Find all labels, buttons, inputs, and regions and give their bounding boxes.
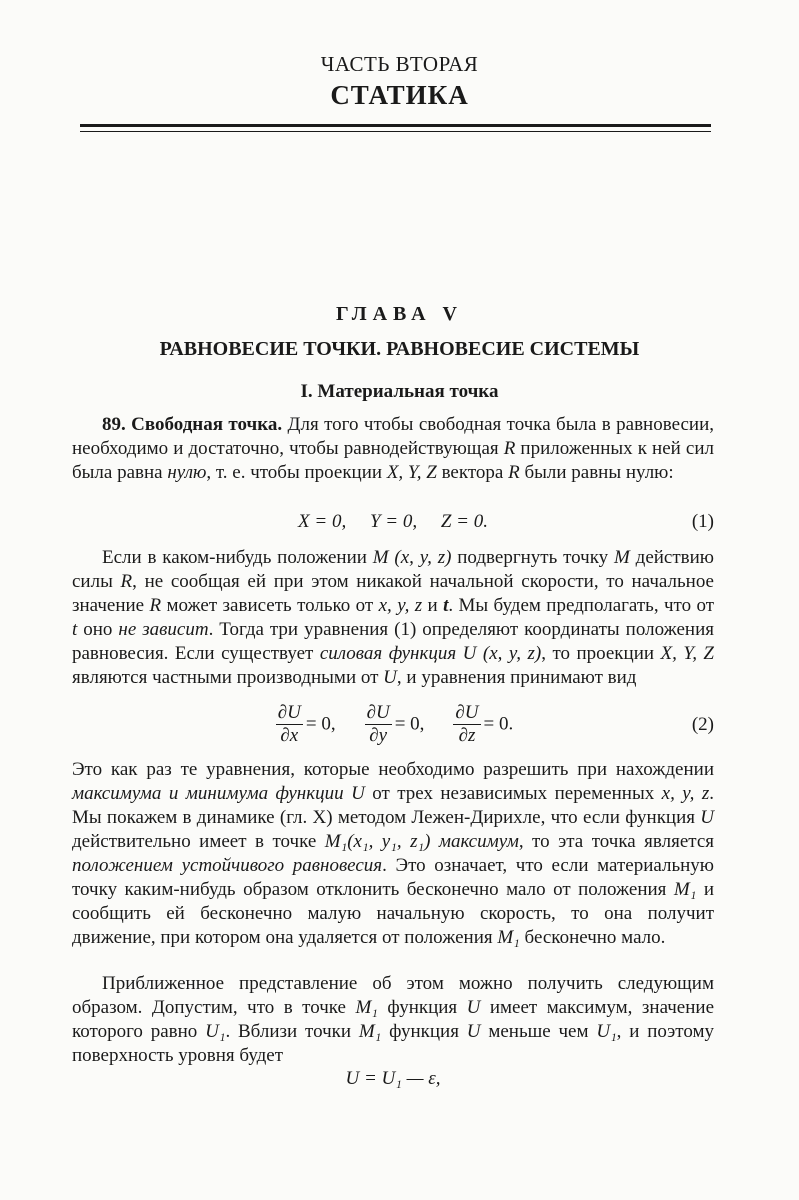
- emphasis-maxmin: максимума и минимума функции: [72, 783, 344, 804]
- symbol-R: R: [120, 571, 133, 592]
- text-run: функция: [377, 997, 467, 1018]
- fraction-numerator: ∂U: [366, 702, 390, 723]
- fraction-denominator: ∂z: [458, 725, 476, 746]
- text-run: . Вблизи точки: [225, 1021, 359, 1042]
- text-run: , т. е. чтобы проекции: [206, 462, 387, 483]
- symbol-M1: M₁: [497, 927, 520, 948]
- fraction-denominator: ∂y: [369, 725, 388, 746]
- fraction-numerator: ∂U: [455, 702, 479, 723]
- partial-derivative-y: [365, 702, 392, 747]
- equation-1-body: X = 0, Y = 0, Z = 0.: [298, 511, 488, 532]
- equals-zero-end: = 0.: [483, 713, 514, 735]
- emphasis-force-function: силовая функция: [319, 643, 457, 664]
- symbol-Uxyz: U (x, y, z): [456, 643, 542, 664]
- partial-derivative-x: [276, 702, 303, 747]
- symbol-U: U: [466, 997, 481, 1018]
- symbol-U1: U₁: [205, 1021, 226, 1042]
- chapter-label: ГЛАВА V: [335, 303, 464, 325]
- symbol-U: U: [383, 667, 397, 688]
- symbol-XYZ: X, Y, Z: [660, 643, 714, 664]
- symbol-M1: M₁: [358, 1021, 382, 1042]
- fraction-denominator: ∂x: [280, 725, 299, 746]
- text-run: . Мы будем предполагать, что от: [448, 595, 715, 616]
- text-run: и сообщить ей бесконечно малую начальную скорость, то она получит движение, при котором она удаляется от положения: [72, 879, 714, 948]
- text-run: приложенных к ней сил была равна: [72, 438, 714, 483]
- text-run: были равны нулю:: [519, 462, 674, 483]
- text-run: . Это означает, что если материальную точку каким-нибудь образом отклонить бесконечно мало от положения: [72, 855, 714, 900]
- text-run: . Тогда три уравнения (1) определяют координаты положения равновесия. Если существует: [72, 619, 714, 664]
- symbol-M1-coords: M₁(x₁, y₁, z₁): [324, 831, 431, 852]
- symbol-R: R: [508, 462, 520, 483]
- text-run: бесконечно мало.: [519, 927, 666, 948]
- paragraph-lead: 89. Свободная точка.: [102, 414, 283, 435]
- text-run: действию силы: [72, 547, 714, 592]
- text-run: может зависеть только от: [161, 595, 379, 616]
- symbol-U: U: [700, 807, 714, 828]
- symbol-vars: x, y, z: [661, 783, 710, 804]
- symbol-R: R: [149, 595, 162, 616]
- partial-derivative-z: [453, 702, 480, 747]
- part-name: СТАТИКА: [330, 80, 469, 110]
- symbol-U: U: [466, 1021, 481, 1042]
- chapter-title: РАВНОВЕСИЕ ТОЧКИ. РАВНОВЕСИЕ СИСТЕМЫ: [159, 338, 640, 360]
- equation-2: [72, 702, 714, 750]
- text-run: от трех независимых переменных: [364, 783, 662, 804]
- subsection-title: I. Материальная точка: [300, 381, 499, 402]
- paragraph-4: [72, 972, 714, 1068]
- header-rule-thin: [80, 131, 711, 132]
- equation-3: [72, 1068, 714, 1094]
- symbol-t: t: [72, 619, 78, 640]
- paragraph-89: [72, 413, 714, 485]
- fraction-numerator: ∂U: [277, 702, 301, 723]
- symbol-M1: M₁: [673, 879, 697, 900]
- text-run: , то эта точка является: [518, 831, 714, 852]
- part-title: ЧАСТЬ ВТОРАЯ: [320, 52, 479, 76]
- symbol-M1: M₁: [355, 997, 378, 1018]
- symbol-M: M: [614, 547, 630, 568]
- text-run: функция: [381, 1021, 467, 1042]
- text-run: . Мы покажем в динамике (гл. X) методом Лежен-Дирихле, что если функция: [72, 783, 714, 828]
- text-run: Это как раз те уравнения, которые необходимо разрешить при нахождении: [72, 759, 714, 780]
- symbol-t: t: [443, 595, 449, 616]
- text-run: и: [422, 595, 444, 616]
- equation-1-number: (1): [691, 511, 714, 532]
- text-run: оно: [77, 619, 119, 640]
- text-run: действительно имеет в точке: [72, 831, 325, 852]
- equation-3-body: U = U₁ — ε,: [345, 1068, 441, 1089]
- text-run: , не сообщая ей при этом никакой начальной скорости, то начальное значение: [72, 571, 714, 616]
- text-run: вектора: [436, 462, 509, 483]
- equation-2-body: [72, 702, 714, 747]
- symbol-R: R: [503, 438, 516, 459]
- emphasis-stable-equilibrium: положением устойчивого равновесия: [72, 855, 383, 876]
- text-run: подвергнуть точку: [451, 547, 614, 568]
- text-run: Если в каком-нибудь положении: [102, 547, 373, 568]
- equation-2-number: (2): [691, 714, 714, 735]
- symbol-vars: x, y, z: [378, 595, 423, 616]
- symbol-U: U: [343, 783, 365, 804]
- text-run: являются частными производными от: [72, 667, 384, 688]
- text-run: Приближенное представление об этом можно получить следующим образом. Допустим, что в точке: [72, 973, 714, 1018]
- equation-1: [72, 511, 714, 537]
- text-run: меньше чем: [480, 1021, 597, 1042]
- paragraph-2: [72, 546, 714, 690]
- symbol-Mxyz: M (x, y, z): [372, 547, 452, 568]
- text-run: имеет максимум, значение которого равно: [72, 997, 714, 1042]
- text-run: , и поэтому поверхность уровня будет: [72, 1021, 715, 1066]
- text-run: , и уравнения принимают вид: [396, 667, 637, 688]
- symbol-XYZ: X, Y, Z: [386, 462, 437, 483]
- emphasis-not-depend: не зависит: [118, 619, 209, 640]
- header-rule-thick: [80, 124, 711, 127]
- text-run: Для того чтобы свободная точка была в равновесии, необходимо и достаточно, чтобы равнодействующая: [72, 414, 714, 459]
- emphasis-zero: нулю: [167, 462, 207, 483]
- symbol-U1: U₁: [596, 1021, 617, 1042]
- equals-zero: = 0,: [305, 713, 336, 735]
- emphasis-maximum: максимум: [430, 831, 519, 852]
- paragraph-3: [72, 758, 714, 950]
- equals-zero: = 0,: [394, 713, 425, 735]
- text-run: , то проекции: [541, 643, 661, 664]
